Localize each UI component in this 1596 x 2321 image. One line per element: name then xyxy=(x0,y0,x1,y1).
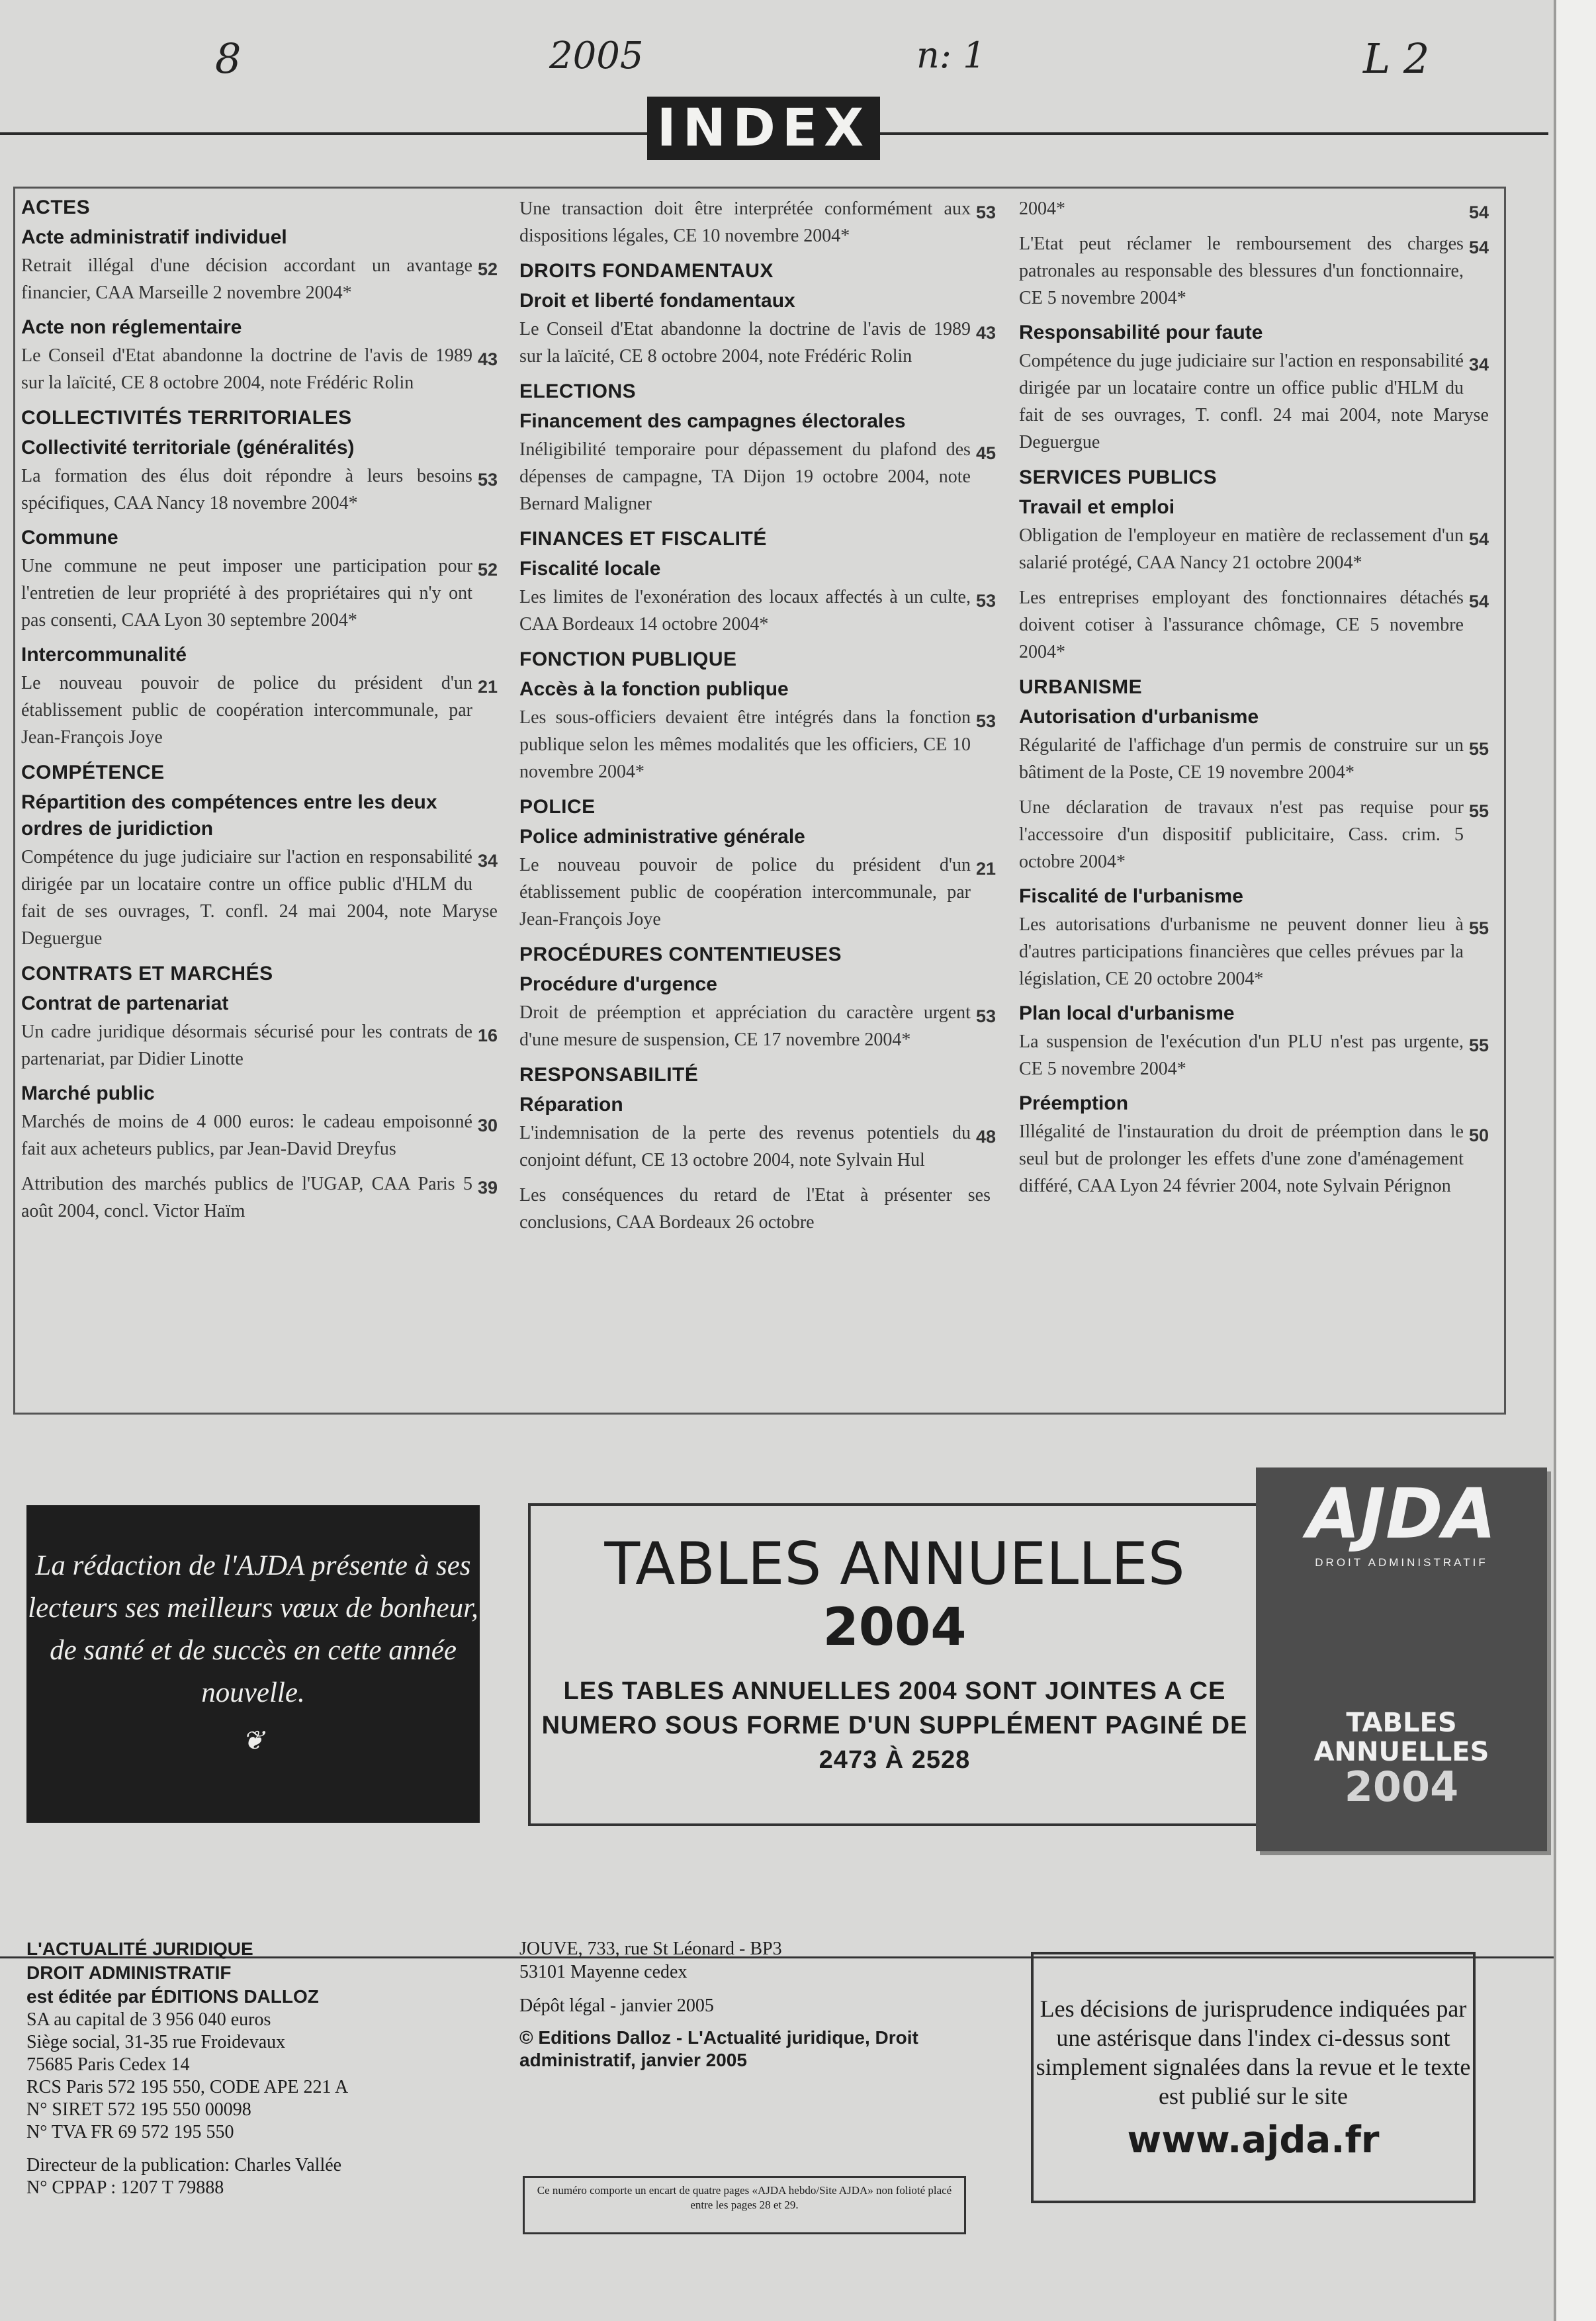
index-section-title: COMPÉTENCE xyxy=(21,762,165,783)
printer-address: JOUVE, 733, rue St Léonard - BP3 xyxy=(519,1939,782,1959)
legal-deposit: Dépôt légal - janvier 2005 xyxy=(519,1995,714,2016)
entry-text: Compétence du juge judiciaire sur l'action en responsabilité dirigée par un locataire contre un office public d'HLM du fait de ses ouvrages, T. confl. 24 mai 2004, note Maryse Deguergue xyxy=(21,847,498,949)
index-section-title: COLLECTIVITÉS TERRITORIALES xyxy=(21,407,352,429)
entry-text: L'indemnisation de la perte des revenus potentiels du conjoint défunt, CE 13 octobre 2004, note Sylvain Hul xyxy=(519,1123,971,1170)
supplement-cover xyxy=(1256,1467,1547,1851)
page-number: 50 xyxy=(1468,1125,1489,1145)
index-subsection-title: Contrat de partenariat xyxy=(21,992,229,1014)
entry-text: Régularité de l'affichage d'un permis de construire sur un bâtiment de la Poste, CE 19 novembre 2004* xyxy=(1019,735,1464,783)
page-number: 52 xyxy=(477,259,498,279)
wishes-text: La rédaction de l'AJDA présente à ses lecteurs ses meilleurs vœux de bonheur, de santé et de succès en cette année nouvelle. xyxy=(28,1550,478,1708)
index-entry xyxy=(21,462,498,517)
entry-text: Une déclaration de travaux n'est pas requise pour l'accessoire d'un dispositif publicitaire, Cass. crim. 5 octobre 2004* xyxy=(1019,797,1464,872)
publisher-rcs: RCS Paris 572 195 550, CODE APE 221 A xyxy=(26,2077,349,2097)
index-entry xyxy=(519,704,996,785)
index-subsection-title: Préemption xyxy=(1019,1092,1129,1114)
index-entry xyxy=(21,1018,498,1073)
publisher-line: L'ACTUALITÉ JURIDIQUE xyxy=(26,1939,253,1959)
index-entry xyxy=(519,316,996,370)
page-number: 34 xyxy=(1468,355,1489,374)
index-entry xyxy=(21,252,498,306)
index-title: INDEX xyxy=(647,97,880,160)
wishes-box xyxy=(26,1505,480,1823)
entry-text: Un cadre juridique désormais sécurisé pour les contrats de partenariat, par Didier Linotte xyxy=(21,1022,472,1069)
index-subsection-title: Responsabilité pour faute xyxy=(1019,322,1263,343)
index-entry xyxy=(519,1182,996,1236)
index-entry xyxy=(21,342,498,396)
index-subsection-title: Police administrative générale xyxy=(519,826,805,848)
index-section-title: SERVICES PUBLICS xyxy=(1019,466,1218,488)
entry-text: 2004* xyxy=(1019,198,1065,219)
page-edge xyxy=(1554,0,1596,2321)
publisher-siret: N° SIRET 572 195 550 00098 xyxy=(26,2099,251,2120)
entry-text: Obligation de l'employeur en matière de reclassement d'un salarié protégé, CAA Nancy 21 octobre 2004* xyxy=(1019,525,1464,573)
asterisk-note: Les décisions de jurisprudence indiquées par une astérisque dans l'index ci-dessus sont simplement signalées dans la revue et le texte est publié sur le site xyxy=(1036,1995,1471,2109)
page-number: 53 xyxy=(975,202,996,222)
index-subsection-title: Accès à la fonction publique xyxy=(519,678,789,700)
entry-text: Les sous-officiers devaient être intégrés dans la fonction publique selon les mêmes modalités que les officiers, CE 10 novembre 2004* xyxy=(519,707,971,782)
page-number: 53 xyxy=(975,591,996,611)
cover-subtitle: DROIT ADMINISTRATIF xyxy=(1315,1556,1488,1569)
index-entry xyxy=(21,1170,498,1225)
index-entry xyxy=(21,670,498,751)
index-subsection-title: Travail et emploi xyxy=(1019,496,1175,518)
entry-text: Attribution des marchés publics de l'UGAP, CAA Paris 5 août 2004, concl. Victor Haïm xyxy=(21,1174,472,1221)
publisher-seat: Siège social, 31-35 rue Froidevaux xyxy=(26,2032,286,2052)
index-entry xyxy=(1019,230,1489,312)
index-entry xyxy=(519,1119,996,1174)
index-entry xyxy=(1019,732,1489,786)
page-number: 45 xyxy=(975,443,996,463)
index-section-title: RESPONSABILITÉ xyxy=(519,1064,699,1086)
page-number: 55 xyxy=(1468,739,1489,759)
index-entry xyxy=(21,552,498,634)
index-entry xyxy=(1019,794,1489,875)
tables-year: 2004 xyxy=(822,1598,967,1657)
index-column-2 xyxy=(519,195,996,1244)
page-number: 55 xyxy=(1468,1035,1489,1055)
publisher-capital: SA au capital de 3 956 040 euros xyxy=(26,2009,271,2030)
index-column-3 xyxy=(1019,195,1489,1207)
index-subsection-title: Procédure d'urgence xyxy=(519,973,717,995)
entry-text: Le nouveau pouvoir de police du président d'un établissement public de coopération intercommunale, par Jean-François Joye xyxy=(21,673,472,748)
page-number: 34 xyxy=(477,851,498,871)
entry-text: Inéligibilité temporaire pour dépassement du plafond des dépenses de campagne, TA Dijon 19 octobre 2004, note Bernard Maligner xyxy=(519,439,971,514)
publisher-info xyxy=(26,1937,503,2199)
page-number: 52 xyxy=(477,560,498,580)
header-rule-right xyxy=(880,132,1548,135)
page-number: 21 xyxy=(477,677,498,697)
index-subsection-title: Commune xyxy=(21,527,118,548)
index-entry xyxy=(1019,584,1489,666)
index-section-title: FONCTION PUBLIQUE xyxy=(519,648,737,670)
handwritten-code: L 2 xyxy=(1363,34,1430,83)
index-entry xyxy=(21,844,498,952)
entry-text: Le nouveau pouvoir de police du président d'un établissement public de coopération intercommunale, par Jean-François Joye xyxy=(519,855,971,930)
entry-text: Compétence du juge judiciaire sur l'action en responsabilité dirigée par un locataire contre un office public d'HLM du fait de ses ouvrages, T. confl. 24 mai 2004, note Maryse Deguergue xyxy=(1019,351,1489,453)
tables-title: TABLES ANNUELLES xyxy=(604,1530,1185,1598)
page-number: 54 xyxy=(1468,591,1489,611)
index-column-1 xyxy=(21,195,498,1233)
page-number: 54 xyxy=(1468,238,1489,257)
entry-text: Droit de préemption et appréciation du caractère urgent d'une mesure de suspension, CE 17 novembre 2004* xyxy=(519,1002,971,1050)
entry-text: Les autorisations d'urbanisme ne peuvent donner lieu à d'autres participations financières que celles prévues par la législation, CE 20 octobre 2004* xyxy=(1019,914,1464,989)
index-subsection-title: Réparation xyxy=(519,1094,623,1116)
index-entry xyxy=(519,852,996,933)
page-number: 53 xyxy=(975,711,996,731)
index-subsection-title: Acte administratif individuel xyxy=(21,226,287,248)
entry-text: La formation des élus doit répondre à leurs besoins spécifiques, CAA Nancy 18 novembre 2004* xyxy=(21,466,472,513)
asterisk-note-box xyxy=(1031,1952,1476,2203)
index-subsection-title: Répartition des compétences entre les deux ordres de juridiction xyxy=(21,791,437,840)
index-section-title: ACTES xyxy=(21,197,91,218)
entry-text: La suspension de l'exécution d'un PLU n'est pas urgente, CE 5 novembre 2004* xyxy=(1019,1031,1464,1079)
entry-text: L'Etat peut réclamer le remboursement des charges patronales au responsable des blessures d'un fonctionnaire, CE 5 novembre 2004* xyxy=(1019,234,1464,308)
index-subsection-title: Fiscalité de l'urbanisme xyxy=(1019,885,1243,907)
page-number: 39 xyxy=(477,1178,498,1198)
entry-text: Le Conseil d'Etat abandonne la doctrine de l'avis de 1989 sur la laïcité, CE 8 octobre 2004, note Frédéric Rolin xyxy=(21,345,472,393)
handwritten-year: 2005 xyxy=(549,34,644,77)
index-subsection-title: Fiscalité locale xyxy=(519,558,661,580)
index-subsection-title: Acte non réglementaire xyxy=(21,316,242,338)
index-entry xyxy=(1019,347,1489,456)
index-section-title: FINANCES ET FISCALITÉ xyxy=(519,528,767,550)
publisher-tva: N° TVA FR 69 572 195 550 xyxy=(26,2122,234,2142)
printer-info xyxy=(519,1937,1009,2072)
index-entry xyxy=(21,1108,498,1162)
entry-text: Retrait illégal d'une décision accordant un avantage financier, CAA Marseille 2 novembre 2004* xyxy=(21,255,472,303)
index-section-title: CONTRATS ET MARCHÉS xyxy=(21,963,273,985)
tables-annuelles-box xyxy=(528,1503,1294,1826)
entry-text: Le Conseil d'Etat abandonne la doctrine de l'avis de 1989 sur la laïcité, CE 8 octobre 2004, note Frédéric Rolin xyxy=(519,319,971,367)
index-entry xyxy=(519,195,996,249)
index-subsection-title: Marché public xyxy=(21,1082,155,1104)
index-entry xyxy=(1019,195,1489,222)
entry-text: Une commune ne peut imposer une participation pour l'entretien de leur propriété à des propriétaires qui n'y ont pas consenti, CAA Lyon 30 septembre 2004* xyxy=(21,556,472,631)
page-number: 43 xyxy=(975,323,996,343)
entry-text: Les limites de l'exonération des locaux affectés à un culte, CAA Bordeaux 14 octobre 2004* xyxy=(519,587,971,635)
page-number: 54 xyxy=(1468,202,1489,222)
ajda-logo: AJDA xyxy=(1307,1473,1496,1554)
entry-text: Les conséquences du retard de l'Etat à présenter ses conclusions, CAA Bordeaux 26 octobre xyxy=(519,1185,991,1233)
publisher-line: est éditée par ÉDITIONS DALLOZ xyxy=(26,1986,319,2007)
index-entry xyxy=(519,999,996,1053)
publisher-line: DROIT ADMINISTRATIF xyxy=(26,1962,232,1983)
page-number: 16 xyxy=(477,1026,498,1045)
cover-tables: TABLES ANNUELLES xyxy=(1313,1708,1489,1767)
index-subsection-title: Intercommunalité xyxy=(21,644,187,666)
page-number: 54 xyxy=(1468,529,1489,549)
publisher-director: Directeur de la publication: Charles Vallée xyxy=(26,2155,342,2175)
index-section-title: URBANISME xyxy=(1019,676,1143,698)
publisher-city: 75685 Paris Cedex 14 xyxy=(26,2054,190,2075)
index-entry xyxy=(1019,1028,1489,1082)
copyright: © Editions Dalloz - L'Actualité juridique, Droit administratif, janvier 2005 xyxy=(519,2027,918,2070)
page-number: 43 xyxy=(477,349,498,369)
index-subsection-title: Plan local d'urbanisme xyxy=(1019,1002,1235,1024)
tables-description: LES TABLES ANNUELLES 2004 SONT JOINTES A CE NUMERO SOUS FORME D'UN SUPPLÉMENT PAGINÉ DE 2473 À 2528 xyxy=(541,1677,1248,1774)
index-entry xyxy=(519,436,996,517)
publisher-cppap: N° CPPAP : 1207 T 79888 xyxy=(26,2177,224,2198)
index-subsection-title: Droit et liberté fondamentaux xyxy=(519,290,795,312)
entry-text: Marchés de moins de 4 000 euros: le cadeau empoisonné fait aux acheteurs publics, par Jean-David Dreyfus xyxy=(21,1112,472,1159)
header-rule-left xyxy=(0,132,648,135)
index-subsection-title: Autorisation d'urbanisme xyxy=(1019,706,1259,728)
handwritten-page-mark: 8 xyxy=(215,34,242,83)
index-section-title: ELECTIONS xyxy=(519,380,637,402)
entry-text: Une transaction doit être interprétée conformément aux dispositions légales, CE 10 novembre 2004* xyxy=(519,198,971,246)
entry-text: Les entreprises employant des fonctionnaires détachés doivent cotiser à l'assurance chômage, CE 5 novembre 2004* xyxy=(1019,588,1464,662)
page-number: 53 xyxy=(975,1006,996,1026)
index-entry xyxy=(519,584,996,638)
page-number: 48 xyxy=(975,1127,996,1147)
handwritten-number: n: 1 xyxy=(916,34,986,76)
page-number: 55 xyxy=(1468,801,1489,821)
index-subsection-title: Financement des campagnes électorales xyxy=(519,410,906,432)
entry-text: Illégalité de l'instauration du droit de préemption dans le seul but de prolonger les effets d'une zone d'aménagement différé, CAA Lyon 24 février 2004, note Sylvain Pérignon xyxy=(1019,1121,1464,1196)
page-number: 55 xyxy=(1468,918,1489,938)
index-entry xyxy=(1019,1118,1489,1200)
index-entry xyxy=(1019,911,1489,992)
cover-year: 2004 xyxy=(1344,1763,1459,1811)
index-section-title: DROITS FONDAMENTAUX xyxy=(519,260,774,282)
flourish-icon: ❦ xyxy=(242,1726,265,1755)
insert-notice: Ce numéro comporte un encart de quatre pages «AJDA hebdo/Site AJDA» non folioté placé entre les pages 28 et 29. xyxy=(523,2176,966,2234)
page-number: 21 xyxy=(975,859,996,879)
printer-city: 53101 Mayenne cedex xyxy=(519,1962,687,1982)
index-section-title: PROCÉDURES CONTENTIEUSES xyxy=(519,943,842,965)
index-entry xyxy=(1019,522,1489,576)
index-subsection-title: Collectivité territoriale (généralités) xyxy=(21,437,355,459)
page-number: 53 xyxy=(477,470,498,490)
site-url[interactable]: www.ajda.fr xyxy=(1127,2119,1380,2162)
index-section-title: POLICE xyxy=(519,796,596,818)
page-number: 30 xyxy=(477,1116,498,1135)
